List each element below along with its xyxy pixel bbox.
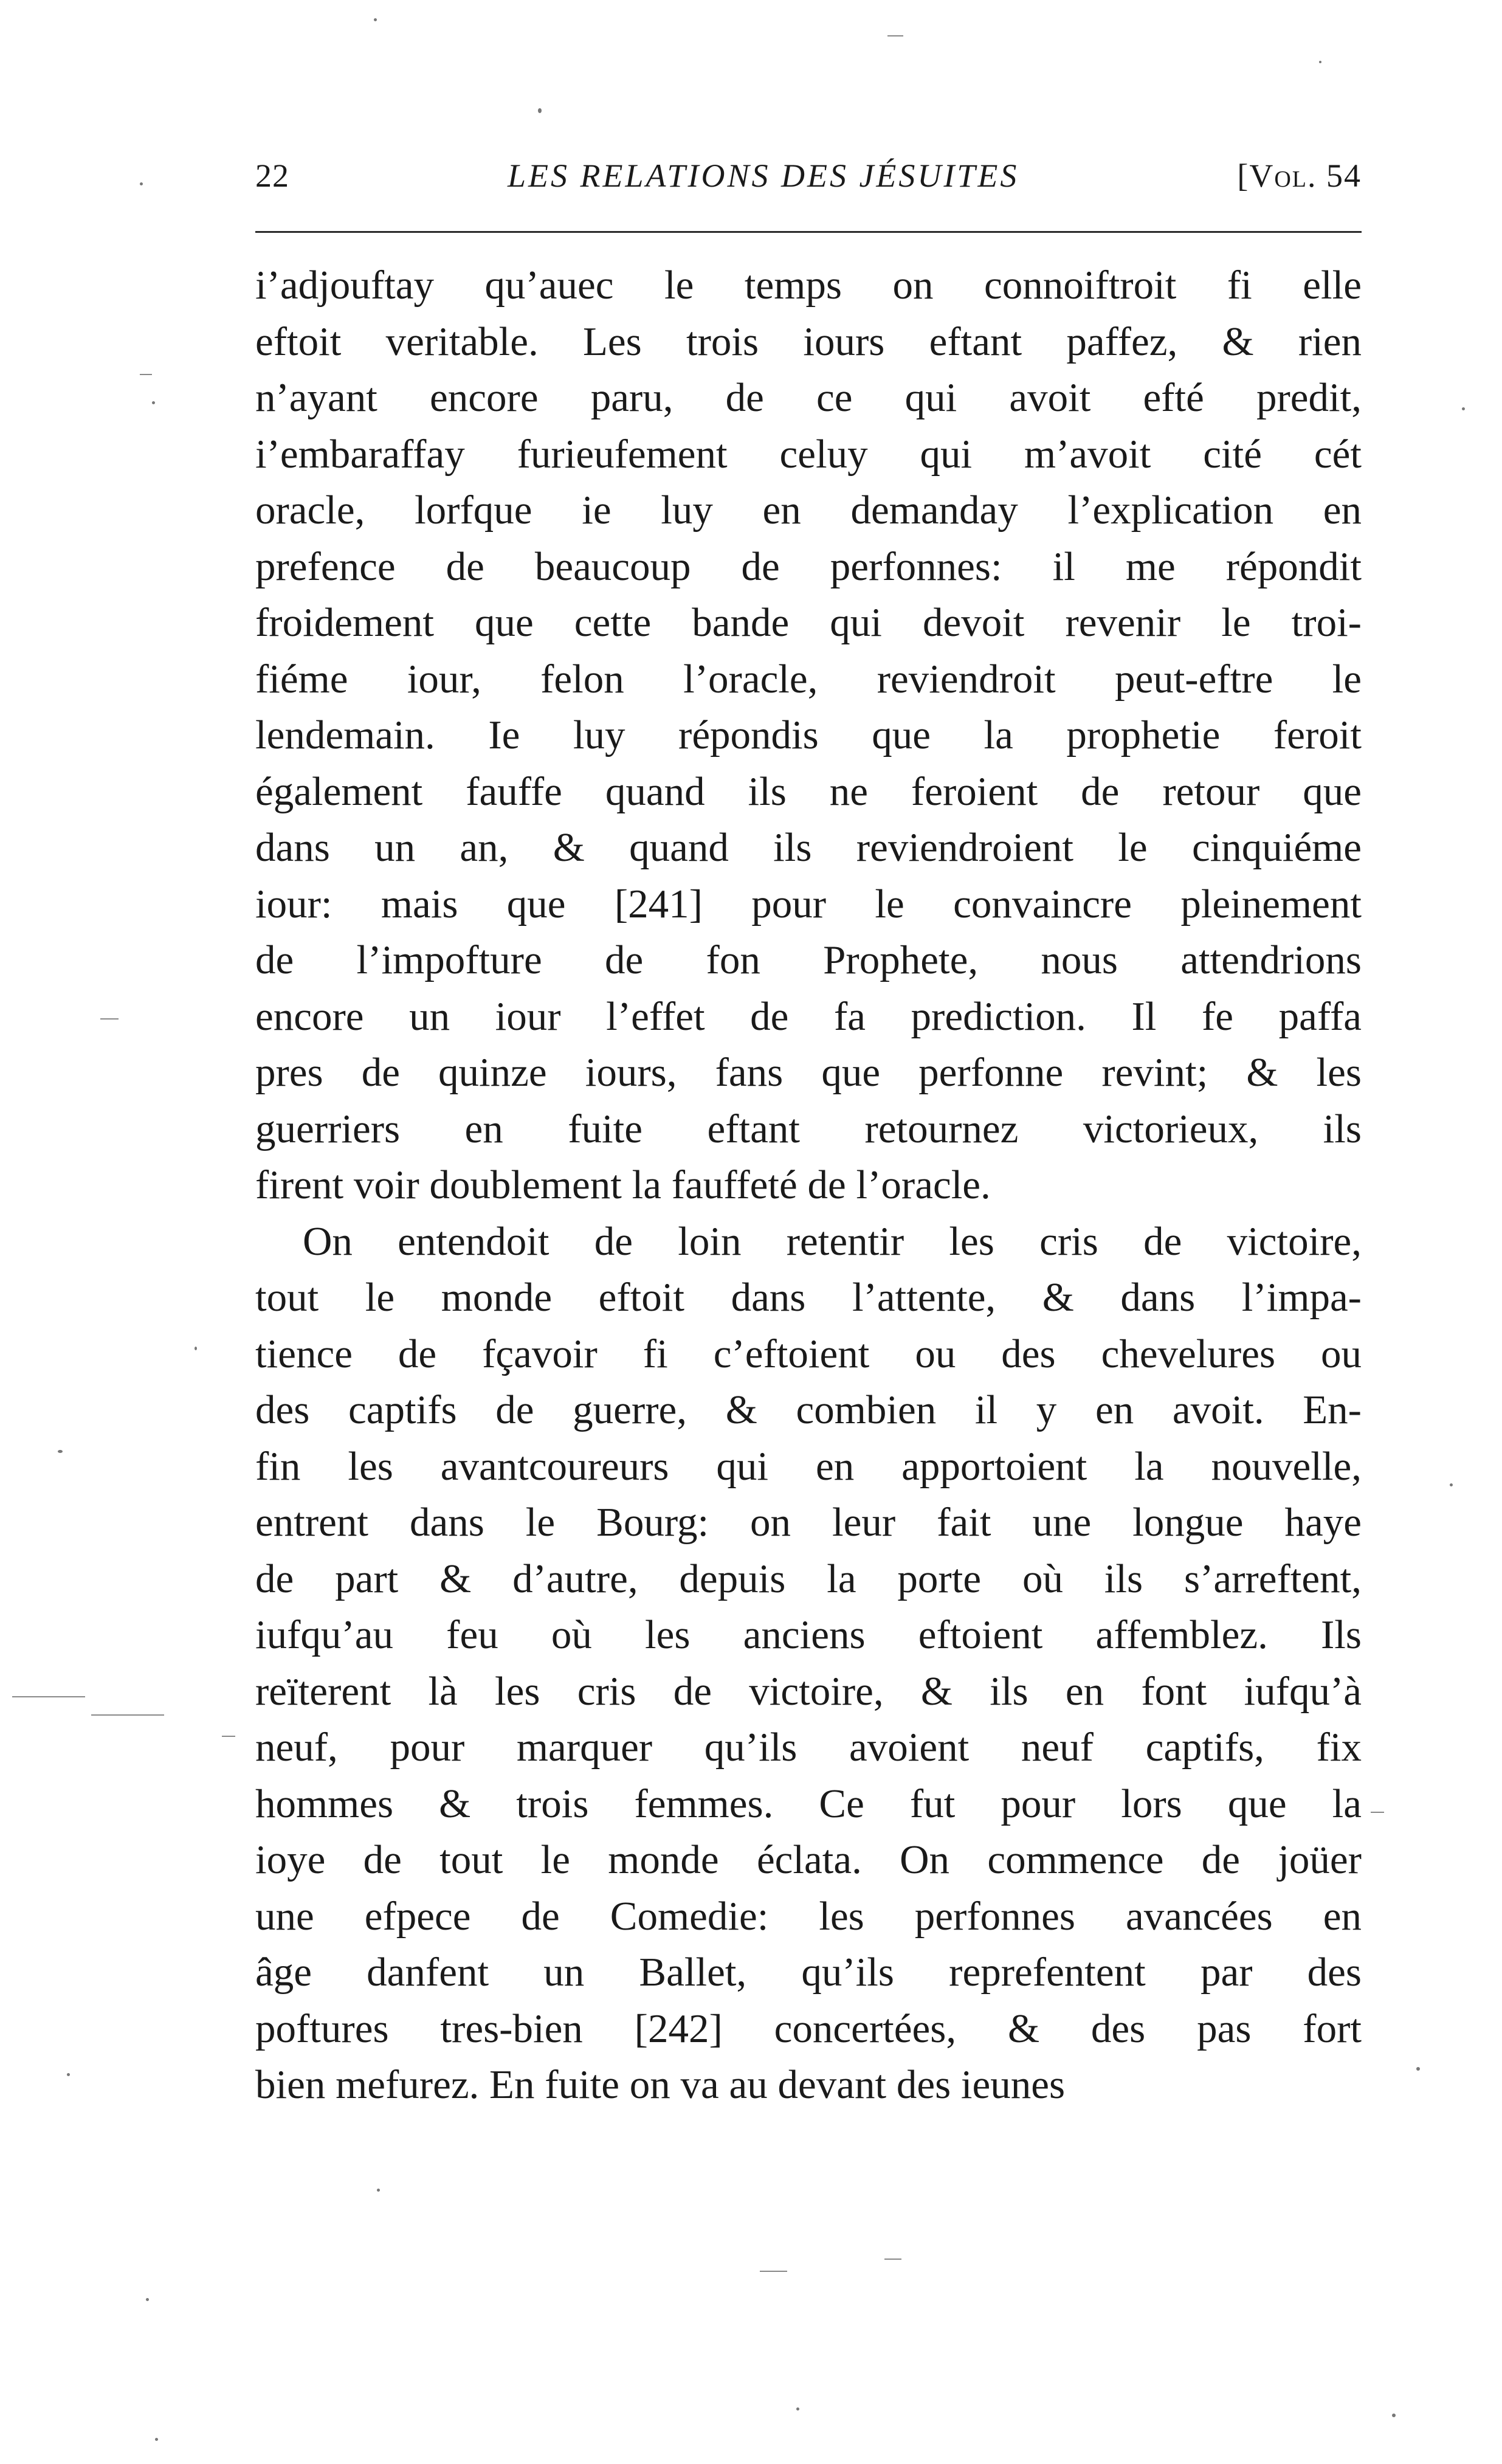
- text-line: reïterent là les cris de victoire, & ils en font iufqu’à: [255, 1668, 1362, 1714]
- text-line: iufqu’au feu où les anciens eftoient affemblez. Ils: [255, 1612, 1362, 1657]
- text-line: tience de fçavoir fi c’eftoient ou des chevelures ou: [255, 1331, 1362, 1376]
- text-line: encore un iour l’effet de fa prediction. Il fe paffa: [255, 993, 1362, 1039]
- scan-speck: [374, 18, 377, 21]
- text-line: prefence de beaucoup de perfonnes: il me répondit: [255, 544, 1362, 589]
- scan-mark: [1371, 1812, 1384, 1813]
- scan-speck: [195, 1347, 197, 1350]
- text-line: entrent dans le Bourg: on leur fait une longue haye: [255, 1500, 1362, 1545]
- scan-speck: [538, 108, 542, 113]
- text-line: iour: mais que [241] pour le convaincre pleinement: [255, 881, 1362, 927]
- scan-mark: [91, 1714, 164, 1716]
- scan-speck: [1416, 2067, 1420, 2071]
- text-line: fiéme iour, felon l’oracle, reviendroit peut-eftre le: [255, 656, 1362, 702]
- header-rule: [255, 231, 1362, 233]
- scan-speck: [1450, 1483, 1453, 1486]
- text-line: dans un an, & quand ils reviendroient le cinquiéme: [255, 825, 1362, 870]
- scan-speck: [377, 2189, 380, 2192]
- text-line: ioye de tout le monde éclata. On commence de joüer: [255, 1837, 1362, 1882]
- text-line: également fauffe quand ils ne feroient de retour que: [255, 768, 1362, 814]
- text-line: hommes & trois femmes. Ce fut pour lors que la: [255, 1781, 1362, 1826]
- body-text: [255, 257, 1362, 2113]
- scan-mark: [884, 2259, 901, 2260]
- text-line: une efpece de Comedie: les perfonnes avancées en: [255, 1893, 1362, 1939]
- scan-speck: [146, 2298, 149, 2301]
- paragraph-start-line: On entendoit de loin retentir les cris de victoire,: [303, 1218, 1362, 1264]
- running-head: [255, 157, 1362, 205]
- text-line: bien mefurez. En fuite on va au devant des ieunes: [255, 2062, 1066, 2107]
- scan-mark: [222, 1736, 235, 1737]
- text-line: i’embaraffay furieufement celuy qui m’avoit cité cét: [255, 431, 1362, 477]
- text-line: pres de quinze iours, fans que perfonne revint; & les: [255, 1050, 1362, 1095]
- scan-speck: [155, 2438, 158, 2441]
- scan-mark: [12, 1696, 85, 1697]
- text-line: lendemain. Ie luy répondis que la prophetie feroit: [255, 713, 1362, 757]
- text-line: oracle, lorfque ie luy en demanday l’explication en: [255, 488, 1362, 533]
- scan-mark: [760, 2271, 787, 2272]
- running-title: LES RELATIONS DES JÉSUITES: [507, 157, 1019, 194]
- text-line: tout le monde eftoit dans l’attente, & dans l’impa-: [255, 1275, 1362, 1320]
- scan-speck: [58, 1450, 63, 1453]
- text-line: poftures tres-bien [242] concertées, & des pas fort: [255, 2006, 1362, 2051]
- text-line: des captifs de guerre, & combien il y en avoit. En-: [255, 1387, 1362, 1432]
- text-line: neuf, pour marquer qu’ils avoient neuf captifs, fix: [255, 1725, 1362, 1770]
- text-line: froidement que cette bande qui devoit revenir le troi-: [255, 600, 1362, 645]
- scan-speck: [1392, 2414, 1396, 2417]
- volume-label: [Vol. 54: [1237, 157, 1362, 194]
- text-line: fin les avantcoureurs qui en apportoient la nouvelle,: [255, 1443, 1362, 1489]
- text-line: âge danfent un Ballet, qu’ils reprefentent par des: [255, 1950, 1362, 1995]
- scan-speck: [67, 2073, 70, 2076]
- text-line: de part & d’autre, depuis la porte où ils s’arreftent,: [255, 1556, 1362, 1601]
- scan-speck: [140, 182, 143, 185]
- scan-mark: [140, 374, 152, 375]
- text-line: i’adjouftay qu’auec le temps on connoiftroit fi elle: [255, 263, 1362, 308]
- scan-mark: [887, 35, 903, 36]
- scan-speck: [1319, 61, 1321, 63]
- paragraph-end-line: firent voir doublement la fauffeté de l’oracle.: [255, 1162, 991, 1207]
- scan-speck: [1462, 407, 1465, 410]
- scan-mark: [100, 1018, 119, 1020]
- page-number: 22: [255, 157, 289, 194]
- text-line: n’ayant encore paru, de ce qui avoit efté predit,: [255, 375, 1362, 420]
- scan-speck: [152, 401, 155, 404]
- text-line: guerriers en fuite eftant retournez victorieux, ils: [255, 1106, 1362, 1151]
- scan-speck: [796, 2407, 799, 2411]
- text-line: eftoit veritable. Les trois iours eftant paffez, & rien: [255, 319, 1362, 364]
- text-line: de l’impofture de fon Prophete, nous attendrions: [255, 937, 1362, 982]
